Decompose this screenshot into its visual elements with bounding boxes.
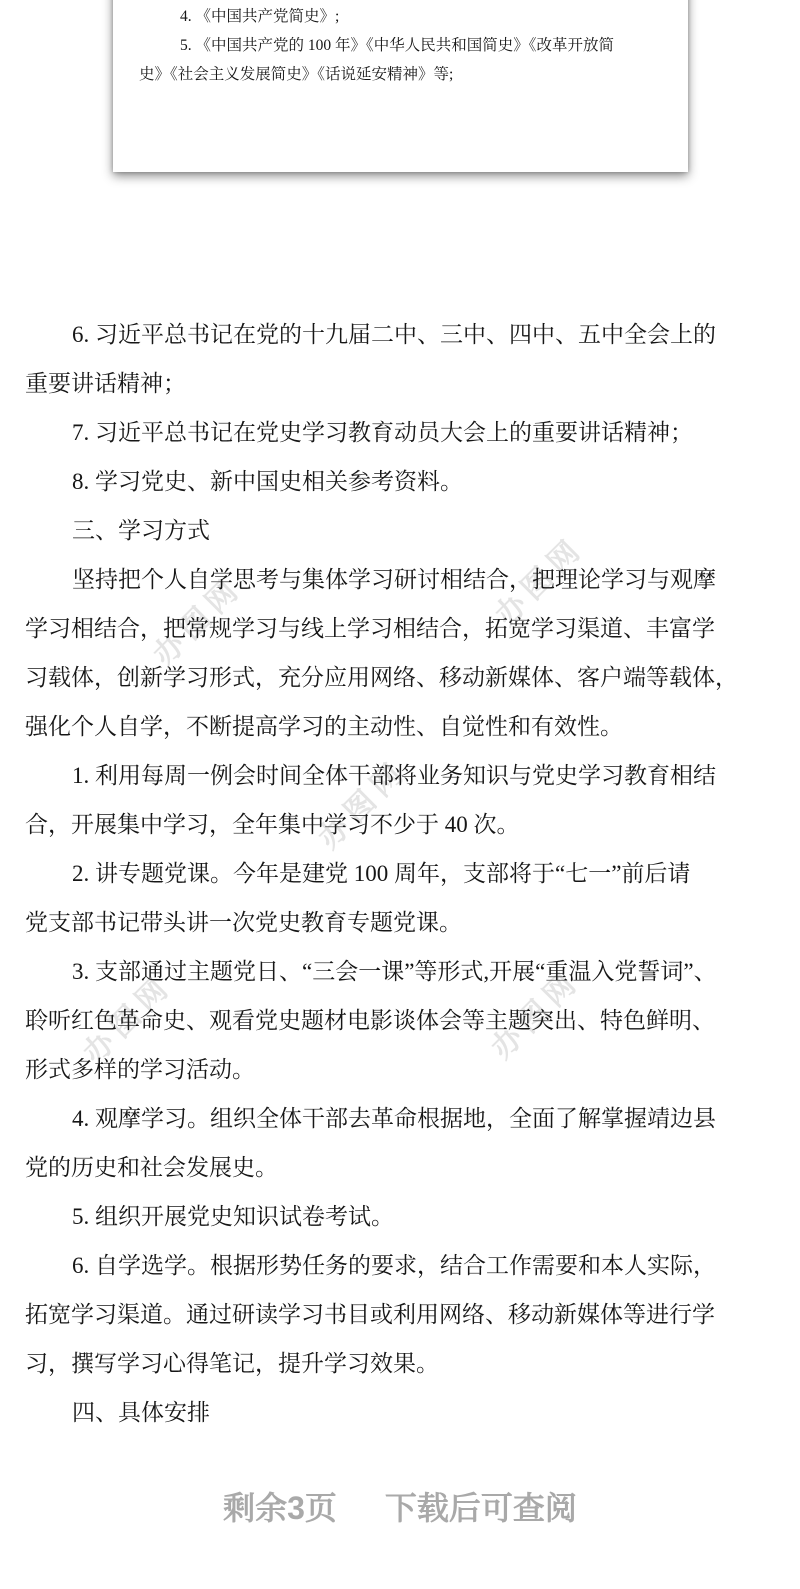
text-line: 5. 组织开展党史知识试卷考试。 [72,1204,394,1229]
text-line: 6. 自学选学。根据形势任务的要求，结合工作需要和本人实际， [72,1253,716,1278]
text-line: 习载体，创新学习形式，充分应用网络、移动新媒体、客户端等载体， [25,665,738,690]
text-line: 4. 《中国共产党简史》; [180,8,340,25]
text-line: 6. 习近平总书记在党的十九届二中、三中、四中、五中全会上的 [72,322,716,347]
site-watermark: 办图网 [489,530,591,633]
text-line: 党的历史和社会发展史。 [25,1155,278,1180]
site-watermark: 办图网 [485,963,587,1066]
text-line: 强化个人自学，不断提高学习的主动性、自觉性和有效性。 [25,714,623,739]
text-line: 5. 《中国共产党的 100 年》《中华人民共和国简史》《改革开放简 [180,37,615,54]
text-line: 史》《社会主义发展简史》《话说延安精神》等; [139,66,454,83]
text-line: 学习相结合，把常规学习与线上学习相结合，拓宽学习渠道、丰富学 [25,616,715,641]
text-line: 习，撰写学习心得笔记，提升学习效果。 [25,1351,439,1376]
download-to-view-hint: 下载后可查阅 [384,1490,577,1526]
remaining-pages-note [0,1483,800,1529]
text-line: 形式多样的学习活动。 [25,1057,255,1082]
site-watermark: 办图网 [77,968,179,1071]
text-line: 党支部书记带头讲一次党史教育专题党课。 [25,910,462,935]
text-line: 聆听红色革命史、观看党史题材电影谈体会等主题突出、特色鲜明、 [25,1008,715,1033]
section-heading-line: 三、学习方式 [72,518,210,543]
text-line: 2. 讲专题党课。今年是建党 100 周年，支部将于“七一”前后请 [72,861,691,886]
text-line: 1. 利用每周一例会时间全体干部将业务知识与党史学习教育相结 [72,763,716,788]
document-body [0,310,800,1437]
text-line: 重要讲话精神； [25,371,186,396]
text-line: 8. 学习党史、新中国史相关参考资料。 [72,469,463,494]
text-line: 合，开展集中学习，全年集中学习不少于 40 次。 [25,812,520,837]
site-watermark: 办图网 [312,753,414,856]
text-line: 7. 习近平总书记在党史学习教育动员大会上的重要讲话精神； [72,420,693,445]
site-watermark: 办图网 [147,570,249,673]
text-line: 4. 观摩学习。组织全体干部去革命根据地，全面了解掌握靖边县 [72,1106,716,1131]
previous-page-preview-card [113,0,688,172]
remaining-pages-count: 剩余3页 [223,1490,337,1526]
text-line: 坚持把个人自学思考与集体学习研讨相结合，把理论学习与观摩 [72,567,716,592]
text-line: 拓宽学习渠道。通过研读学习书目或利用网络、移动新媒体等进行学 [25,1302,715,1327]
section-heading-line: 四、具体安排 [72,1400,210,1425]
text-line: 3. 支部通过主题党日、“三会一课”等形式,开展“重温入党誓词”、 [72,959,717,984]
